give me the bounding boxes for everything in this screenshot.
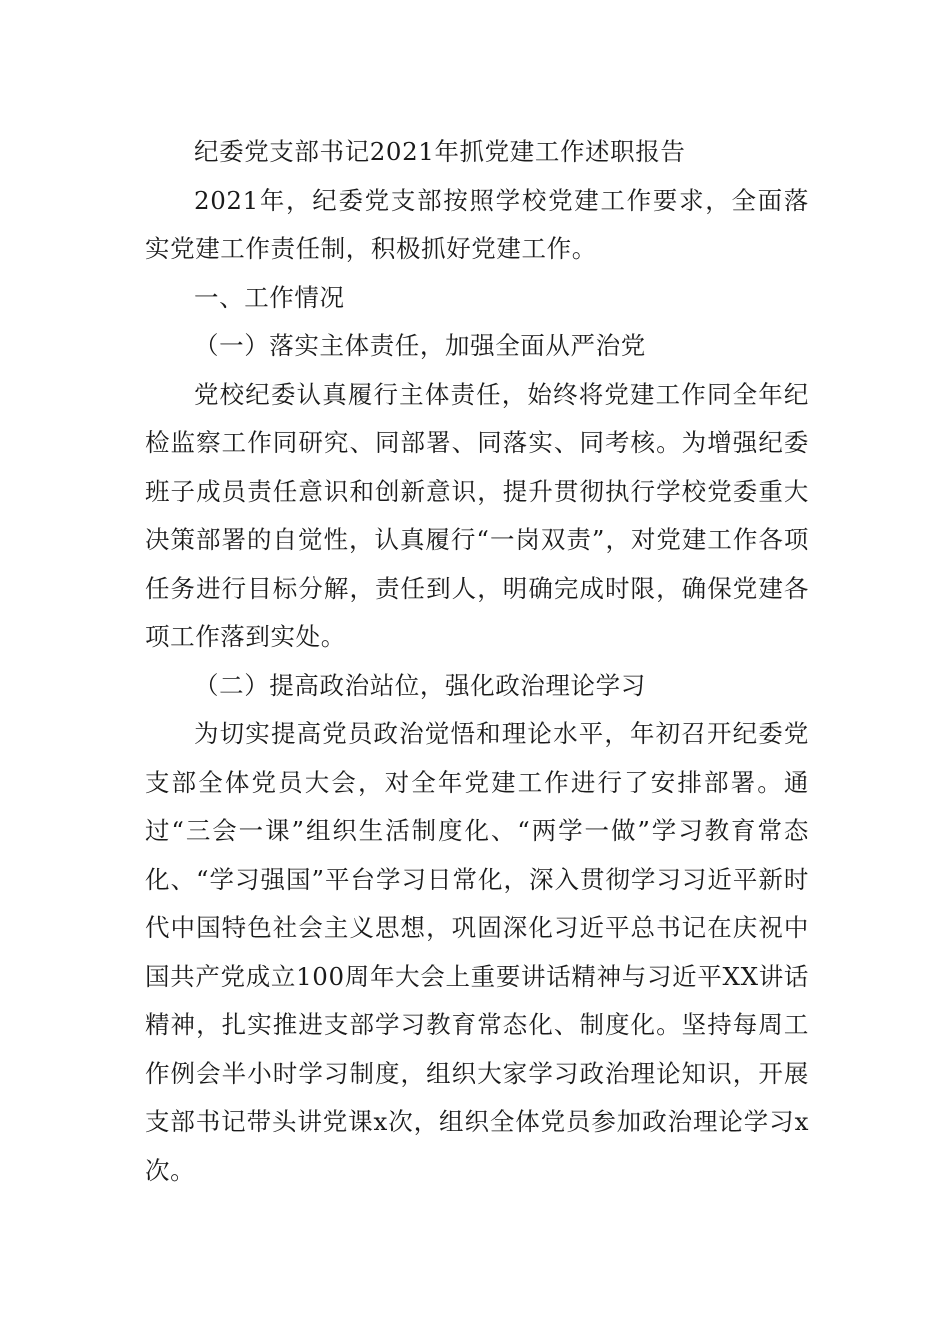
document-body	[145, 128, 809, 1195]
section-heading-work-status: 一、工作情况	[194, 282, 345, 312]
body-paragraph-1: 党校纪委认真履行主体责任，始终将党建工作同全年纪检监察工作同研究、同部署、同落实、同考核。为增强纪委班子成员责任意识和创新意识，提升贯彻执行学校党委重大决策部署的自觉性，认真履行“一岗双责”，对党建工作各项任务进行目标分解，责任到人，明确完成时限，确保党建各项工作落到实处。	[145, 379, 809, 651]
intro-paragraph: 2021年，纪委党支部按照学校党建工作要求，全面落实党建工作责任制，积极抓好党建工作。	[145, 185, 809, 263]
body-paragraph-2: 为切实提高党员政治觉悟和理论水平，年初召开纪委党支部全体党员大会，对全年党建工作进行了安排部署。通过“三会一课”组织生活制度化、“两学一做”学习教育常态化、“学习强国”平台学习日常化，深入贯彻学习习近平新时代中国特色社会主义思想，巩固深化习近平总书记在庆祝中国共产党成立100周年大会上重要讲话精神与习近平XX讲话精神，扎实推进支部学习教育常态化、制度化。坚持每周工作例会半小时学习制度，组织大家学习政治理论知识，开展支部书记带头讲党课x次，组织全体党员参加政治理论学习x次。	[145, 719, 809, 1185]
subsection-heading-2: （二）提高政治站位，强化政治理论学习	[194, 670, 646, 700]
subsection-heading-1: （一）落实主体责任，加强全面从严治党	[194, 331, 646, 360]
document-title: 纪委党支部书记2021年抓党建工作述职报告	[194, 137, 686, 166]
